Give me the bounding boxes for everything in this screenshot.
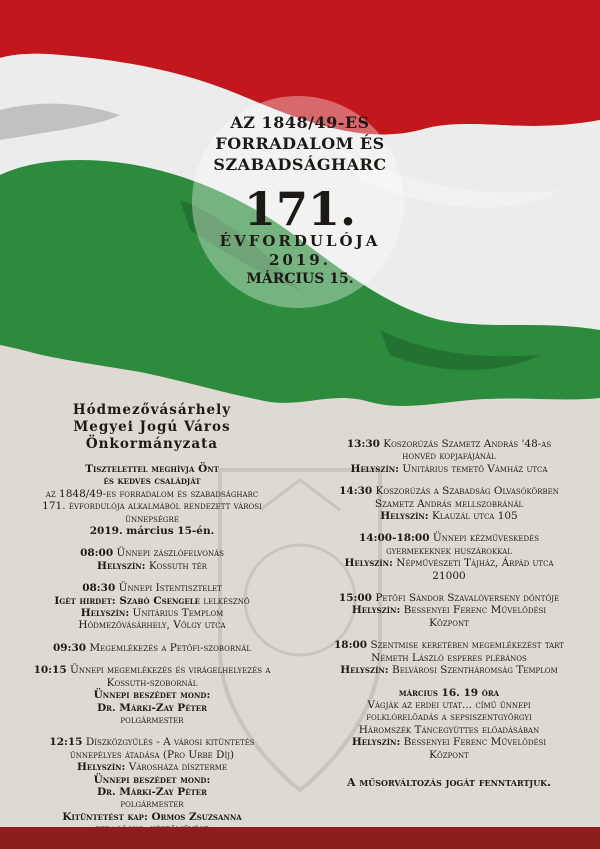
event-location: Unitárius Templom xyxy=(129,607,224,620)
title-line: FORRADALOM ÉS xyxy=(215,134,385,153)
event-title: Szentmise keretében megemlékezést tart xyxy=(367,639,564,652)
anniversary-word: ÉVFORDULÓJA xyxy=(219,232,381,250)
event-time: 10:15 xyxy=(33,664,67,677)
location-label: Helyszín: xyxy=(76,761,126,774)
organizer-line: Önkormányzata xyxy=(85,436,219,452)
invitation-date: 2019. március 15-én. xyxy=(89,525,215,538)
organizer xyxy=(10,402,294,453)
event-title: Vágják az erdei utat... című ünnepi xyxy=(367,698,531,711)
event-item xyxy=(306,592,592,629)
bottom-bar xyxy=(0,827,600,849)
location-label: Helyszín: xyxy=(97,559,146,572)
event-title: Kossuth-szobornál xyxy=(106,676,198,689)
event-location: Kossuth tér xyxy=(145,559,207,572)
speaker-role: polgármester xyxy=(120,798,184,811)
event-location: Bessenyei Ferenc Művelődési xyxy=(400,604,547,617)
event-location: Belvárosi Szentháromság Templom xyxy=(388,664,558,677)
event-item xyxy=(10,664,294,726)
event-location: Unitárius temető Vámház utca xyxy=(399,462,548,475)
event-location: Városháza díszterme xyxy=(125,761,227,774)
event-time: 08:30 xyxy=(82,582,116,595)
speech-label: Ünnepi beszédet mond: xyxy=(93,689,211,702)
event-item xyxy=(10,736,294,835)
event-title: honvéd kopjafájánál xyxy=(402,450,496,463)
anniversary-number: 171. xyxy=(243,182,357,236)
event-location: 21000 xyxy=(432,569,466,582)
disclaimer: A műsorváltozás jogát fenntartjuk. xyxy=(347,776,551,789)
program-left-column xyxy=(10,402,294,836)
event-time: 09:30 xyxy=(52,641,87,654)
event-time: 14:30 xyxy=(339,485,373,498)
event-title: Megemlékezés a Petőfi-szobornál xyxy=(86,641,252,654)
invitation xyxy=(10,463,294,537)
event-item xyxy=(306,485,592,522)
event-item xyxy=(306,687,592,761)
event-location: Központ xyxy=(429,748,469,761)
event-title: Németh László esperes plébános xyxy=(371,651,527,664)
speech-label: Ünnepi beszédet mond: xyxy=(93,773,211,786)
event-item xyxy=(306,438,592,475)
event-time: 08:00 xyxy=(80,547,114,560)
location-label: Helyszín: xyxy=(351,604,401,617)
organizer-line: Megyei Jogú Város xyxy=(73,419,231,435)
anniversary-date: MÁRCIUS 15. xyxy=(246,271,354,287)
invitation-line: és kedves családját xyxy=(103,475,201,488)
location-label: Helyszín: xyxy=(380,510,429,523)
event-time: 12:15 xyxy=(49,736,83,749)
event-title: gyermekeknek huszárokkal xyxy=(386,544,512,557)
event-item xyxy=(10,642,294,654)
event-title: Ünnepi zászlófelvonás xyxy=(113,547,224,560)
title-heading xyxy=(150,112,450,175)
title-line: AZ 1848/49-ES xyxy=(230,113,370,132)
anniversary-label xyxy=(150,232,450,270)
invitation-text: 171. évfordulója alkalmából rendezett városi xyxy=(42,500,262,513)
speaker-name: Dr. Márki-Zay Péter xyxy=(97,785,207,798)
location-label: Helyszín: xyxy=(350,462,399,475)
event-time: 15:00 xyxy=(338,592,372,605)
event-location: Klauzál utca 105 xyxy=(428,510,518,523)
event-title: ünnepélyes átadása (Pro Urbe Díj) xyxy=(69,748,235,761)
event-title: Ünnepi Istentisztelet xyxy=(115,582,222,595)
event-location: Központ xyxy=(429,616,469,629)
preacher-label: Igét hirdet: Szabó Csengele xyxy=(54,594,200,607)
preacher-role: lelkésznő xyxy=(199,594,250,607)
event-title: folklórelőadás a sepsiszentgyörgyi xyxy=(366,711,532,724)
location-label: Helyszín: xyxy=(80,607,130,620)
event-time: 13:30 xyxy=(346,438,380,450)
event-time: 18:00 xyxy=(334,639,368,652)
event-title: Ünnepi kézműveskedés xyxy=(429,532,539,545)
invitation-text: az 1848/49-es forradalom és szabadságharc xyxy=(45,487,259,500)
title-line: SZABADSÁGHARC xyxy=(213,155,387,174)
invitation-text: ünnepségre xyxy=(125,512,179,525)
event-title: Petőfi Sándor Szavalóverseny döntője xyxy=(372,592,560,605)
event-item xyxy=(10,547,294,572)
speaker-name: Dr. Márki-Zay Péter xyxy=(97,701,207,714)
organizer-line: Hódmezővásárhely xyxy=(72,402,232,418)
program-right-column xyxy=(306,438,592,761)
event-title: Koszorúzás Szametz András '48-as xyxy=(379,438,552,450)
location-label: Helyszín: xyxy=(344,557,393,570)
event-item xyxy=(10,582,294,632)
event-title: Díszközgyűlés - A városi kitüntetés xyxy=(82,736,255,749)
location-label: Helyszín: xyxy=(340,664,389,677)
event-item xyxy=(306,639,592,676)
event-location: Népművészeti Tájház, Árpád utca xyxy=(392,557,554,570)
event-location: Hódmezővásárhely, Völgy utca xyxy=(78,619,226,632)
award-recipient: Kitüntetést kap: Ormos Zsuzsanna xyxy=(62,810,242,823)
event-time: 14:00-18:00 xyxy=(358,532,430,545)
event-title: Háromszék Táncegyüttes előadásában xyxy=(358,723,540,736)
event-time: március 16. 19 óra xyxy=(398,686,500,699)
invitation-line: Tisztelettel meghívja Önt xyxy=(85,463,219,475)
anniversary-year: 2019. xyxy=(269,251,331,269)
speaker-role: polgármester xyxy=(120,713,184,726)
location-label: Helyszín: xyxy=(351,736,401,749)
event-location: Bessenyei Ferenc Művelődési xyxy=(400,736,547,749)
event-item xyxy=(306,532,592,582)
event-title: Ünnepi megemlékezés és virágelhelyezés a xyxy=(66,664,271,677)
event-title: Koszorúzás a Szabadság Olvasókörben xyxy=(372,485,559,498)
event-title: Szametz András mellszobránál xyxy=(374,497,524,510)
